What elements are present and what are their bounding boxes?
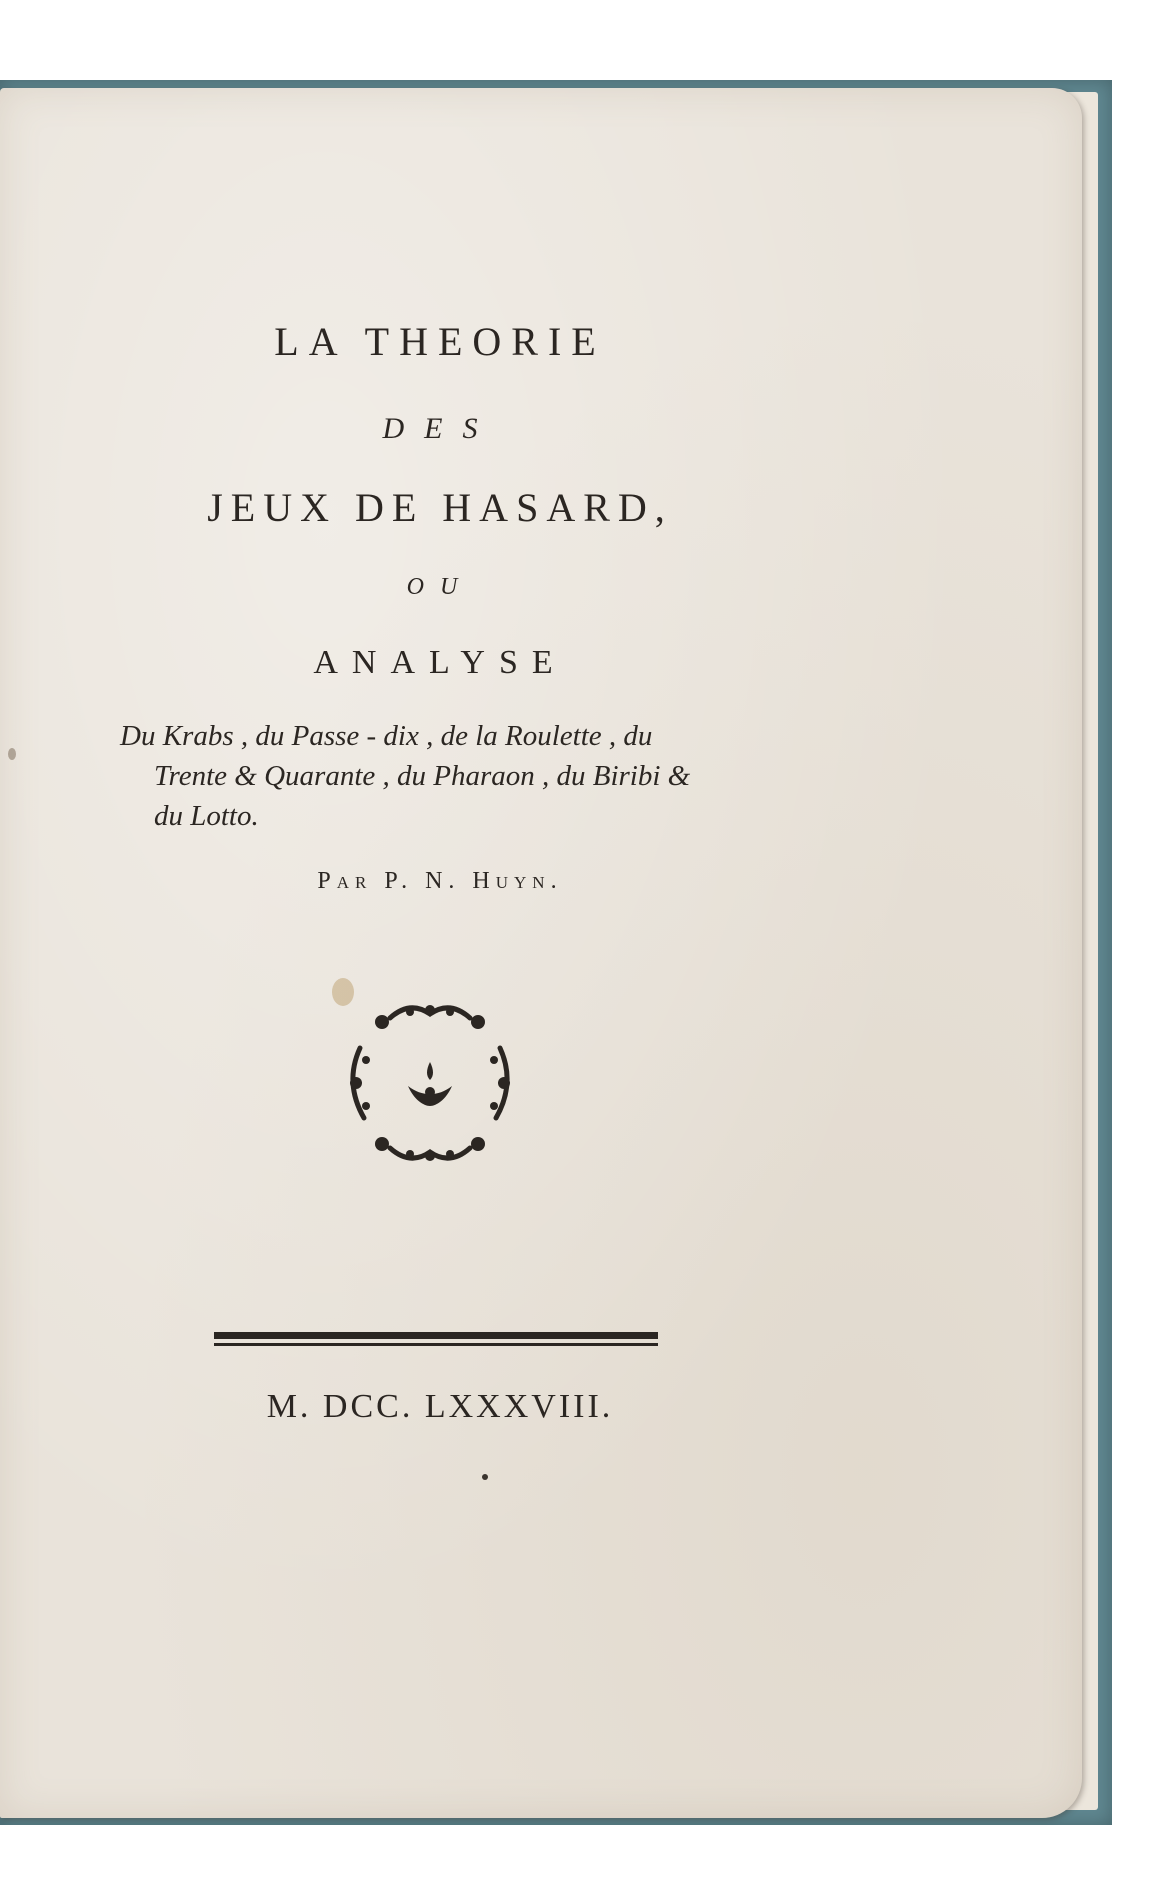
subtitle-line: Trente & Quarante , du Pharaon , du Biribi &: [154, 760, 691, 792]
title-line-la-theorie: LA THEORIE: [274, 319, 606, 364]
foxing-spot: [8, 748, 16, 760]
ink-dot: [482, 1474, 488, 1480]
title-line-des: DES: [382, 412, 498, 445]
title-line-ou: OU: [406, 574, 474, 600]
title-line-jeux-de-hasard: JEUX DE HASARD,: [207, 485, 673, 530]
rule-thin: [214, 1343, 658, 1346]
fleuron-ornament-icon: [330, 988, 530, 1178]
subtitle-line: du Lotto.: [154, 800, 259, 832]
author-line: Par P. N. Huyn.: [317, 868, 563, 894]
subtitle-block: [120, 716, 780, 836]
double-rule-divider: [214, 1332, 658, 1348]
imprint-date: M. DCC. LXXXVIII.: [266, 1388, 614, 1425]
subtitle-line: Du Krabs , du Passe - dix , de la Roulette , du: [120, 720, 653, 752]
title-line-analyse: ANALYSE: [313, 644, 567, 681]
title-page-leaf: [0, 88, 1082, 1818]
rule-thick: [214, 1332, 658, 1339]
